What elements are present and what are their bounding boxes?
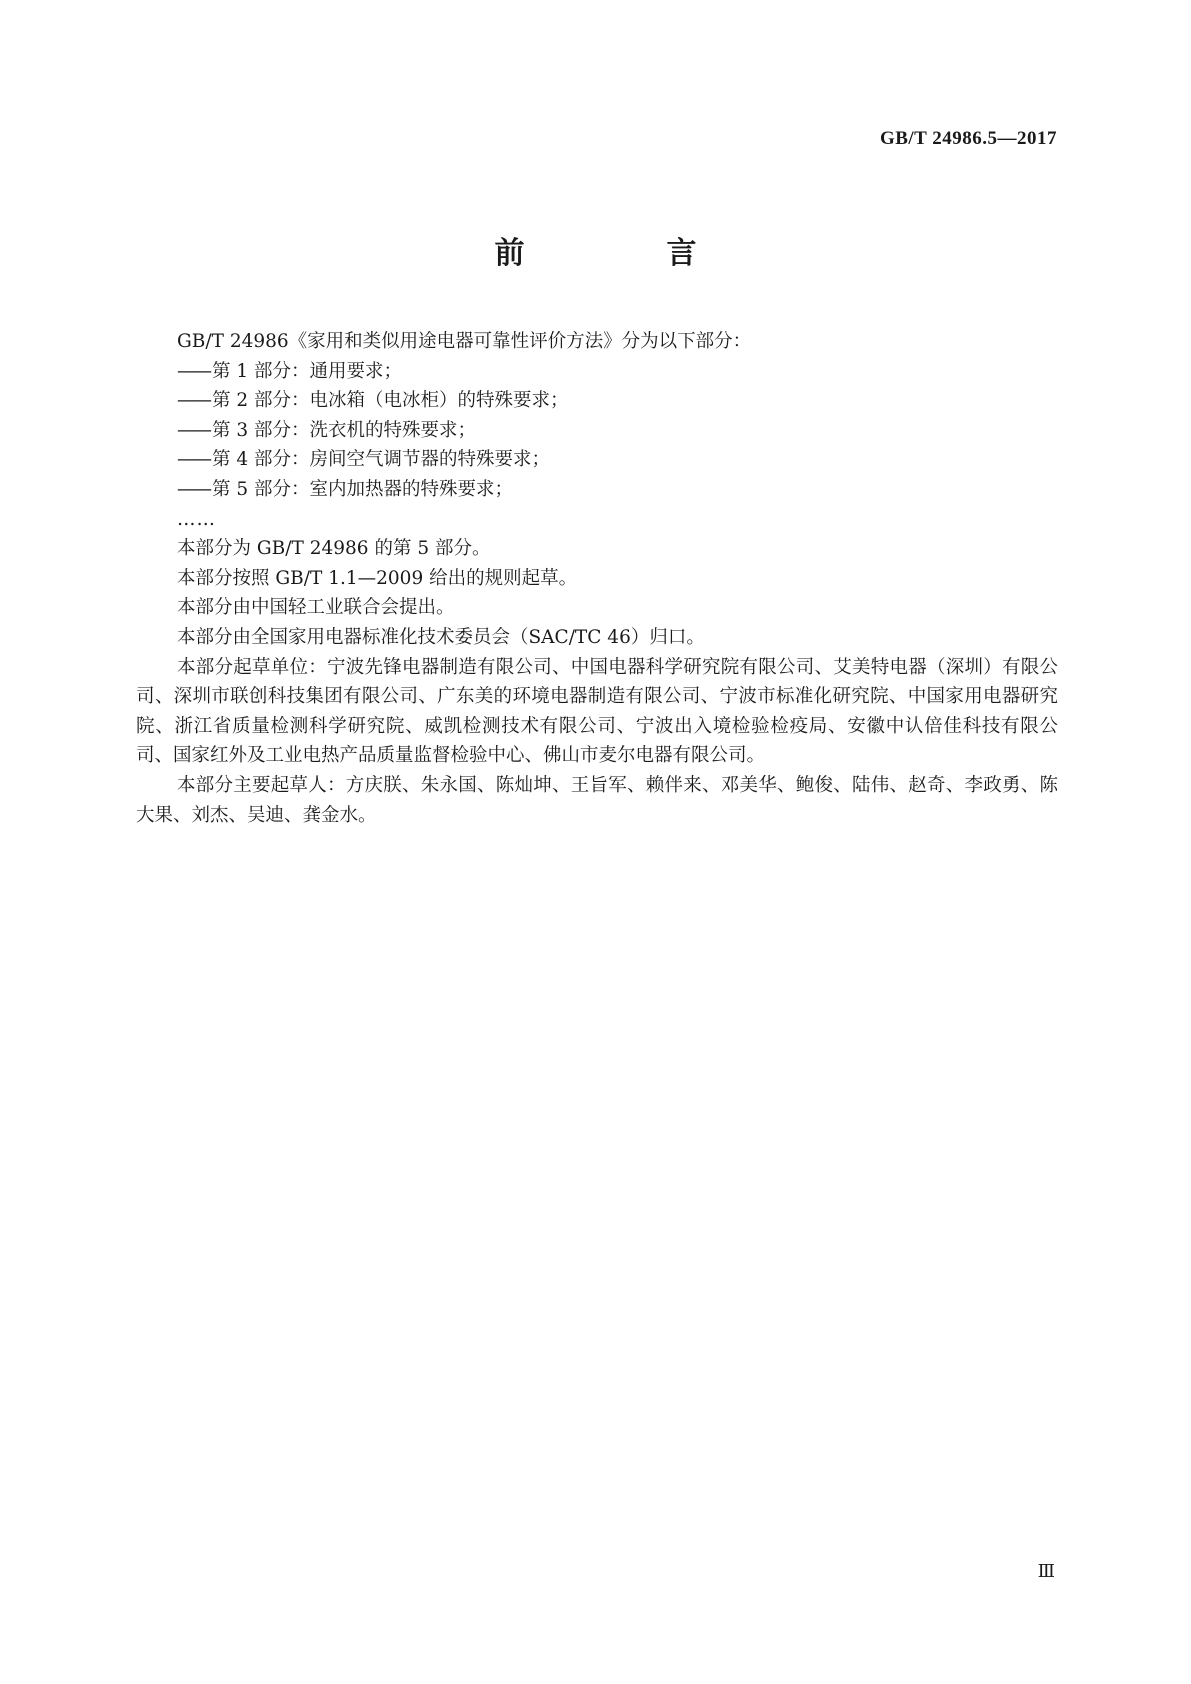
statement-committee: 本部分由全国家用电器标准化技术委员会（SAC/TC 46）归口。 [177,626,705,648]
statement-drafters: 本部分主要起草人：方庆朕、朱永国、陈灿坤、王旨军、赖伴来、邓美华、鲍俊、陆伟、赵奇、李政勇、陈大果、刘杰、吴迪、龚金水。 [136,774,1058,826]
page-title: 前 言 [494,236,753,271]
dash-marker: —— [177,449,210,471]
part-item [136,357,1058,387]
ellipsis: …… [177,508,216,530]
part-text: 第 1 部分：通用要求； [212,360,403,382]
part-item [136,445,1058,475]
statement-proposer: 本部分由中国轻工业联合会提出。 [177,597,455,619]
part-item [136,475,1058,505]
dash-marker: —— [177,390,210,412]
part-text: 第 3 部分：洗衣机的特殊要求； [212,419,477,441]
part-text: 第 2 部分：电冰箱（电冰柜）的特殊要求； [212,390,569,412]
part-text: 第 4 部分：房间空气调节器的特殊要求； [212,449,551,471]
dash-marker: —— [177,360,210,382]
part-item [136,386,1058,416]
document-code: GB/T 24986.5—2017 [879,128,1057,149]
dash-marker: —— [177,419,210,441]
dash-marker: —— [177,478,210,500]
statement-part-number: 本部分为 GB/T 24986 的第 5 部分。 [177,538,491,560]
foreword-body [136,327,1058,830]
part-text: 第 5 部分：室内加热器的特殊要求； [212,478,514,500]
part-item [136,416,1058,446]
page-number: Ⅲ [1037,1561,1055,1581]
statement-drafting-units: 本部分起草单位：宁波先锋电器制造有限公司、中国电器科学研究院有限公司、艾美特电器（深圳）有限公司、深圳市联创科技集团有限公司、广东美的环境电器制造有限公司、宁波市标准化研究院、中国家用电器研究院、浙江省质量检测科学研究院、威凯检测技术有限公司、宁波出入境检验检疫局、安徽中认倍佳科技有限公司、国家红外及工业电热产品质量监督检验中心、佛山市麦尔电器有限公司。 [136,656,1058,767]
statement-drafting-rules: 本部分按照 GB/T 1.1—2009 给出的规则起草。 [177,567,578,589]
intro-line: GB/T 24986《家用和类似用途电器可靠性评价方法》分为以下部分： [177,331,752,352]
